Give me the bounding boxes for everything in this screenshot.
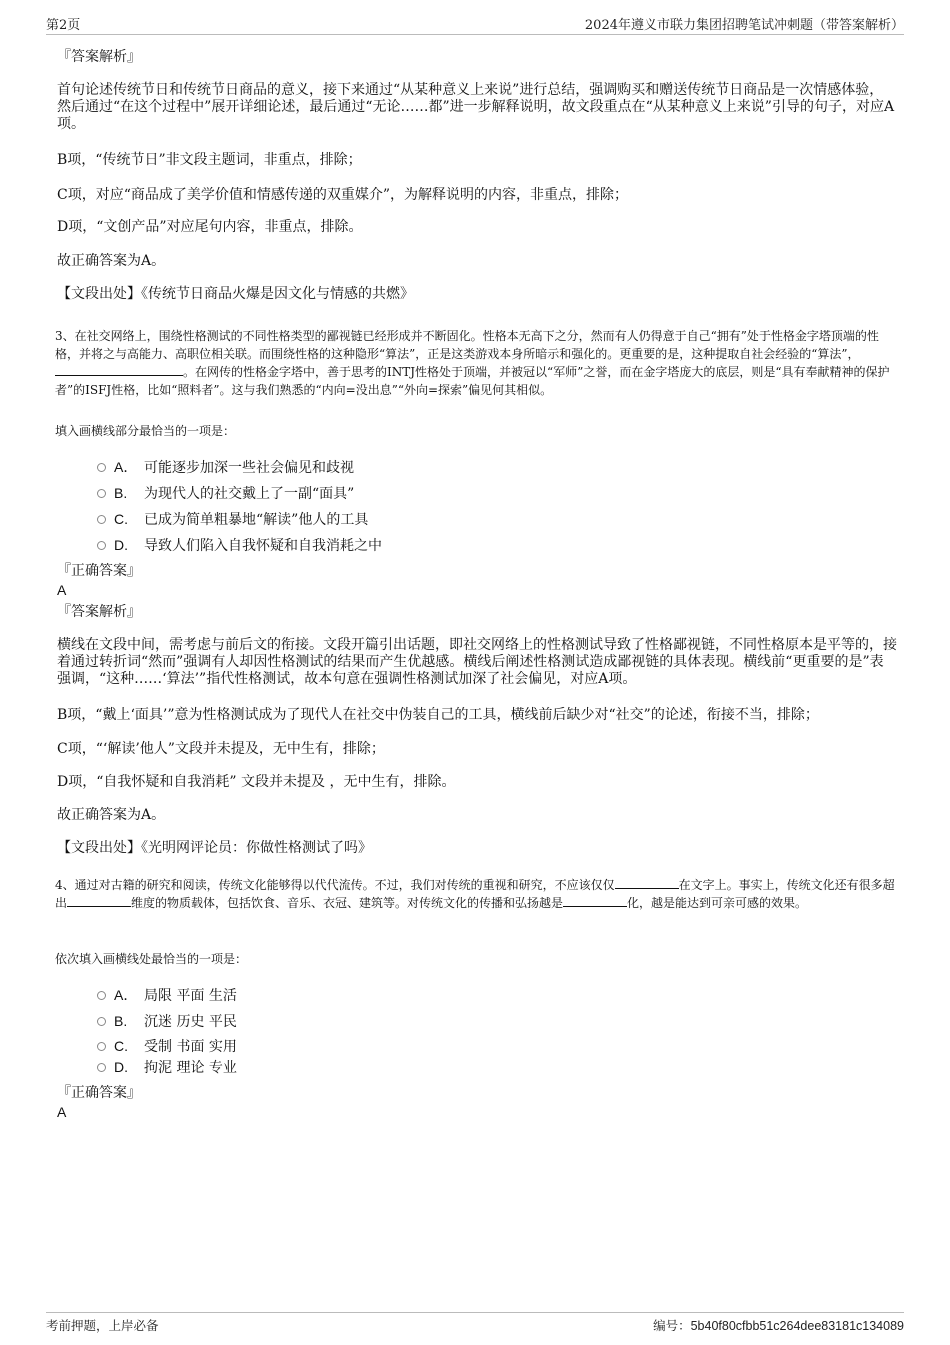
analysis-option-d: D项，“文创产品”对应尾句内容，非重点，排除。 [57,219,363,235]
option-a[interactable]: A． 可能逐步加深一些社会偏见和歧视 [97,458,354,477]
stem-text: 化，越是能达到可亲可感的效果。 [627,896,808,910]
document-title: 2024年遵义市联力集团招聘笔试冲刺题（带答案解析） [584,18,904,33]
document-code [653,1316,904,1334]
option-a[interactable]: A． 局限 平面 生活 [97,986,237,1005]
answer-value: A [57,1104,67,1120]
page-footer [46,1312,904,1337]
analysis-option-b: B项，“传统节日”非文段主题词，非重点，排除； [57,152,362,168]
conclusion: 故正确答案为A。 [57,253,166,269]
stem-text: 4、通过对古籍的研究和阅读，传统文化能够得以代代流传。不过，我们对传统的重视和研究，不应该仅仅 [55,878,615,892]
fill-blank [615,876,679,889]
radio-icon[interactable] [97,463,106,472]
radio-icon[interactable] [97,991,106,1000]
radio-icon[interactable] [97,541,106,550]
code-label: 编号： [653,1318,691,1333]
analysis-paragraph: 首句论述传统节日和传统节日商品的意义，接下来通过“从某种意义上来说”进行总结，强调购买和赠送传统节日商品是一次情感体验，然后通过“在这个过程中”展开详细论述，最后通过“无论……都”进一步解释说明，故文段重点在“从某种意义上来说”引导的句子，对应A项。 [57,82,895,132]
answer-value: A [57,582,67,598]
analysis-heading: 『答案解析』 [57,49,141,65]
fill-blank [563,894,627,907]
option-b[interactable]: B. 为现代人的社交戴上了一副“面具” [97,484,354,503]
analysis-option-c: C项，“‘解读’他人”文段并未提及，无中生有，排除； [57,741,385,757]
option-c[interactable]: C. 已成为简单粗暴地“解读”他人的工具 [97,510,368,529]
option-c[interactable]: C. 受制 书面 实用 [97,1037,237,1056]
conclusion: 故正确答案为A。 [57,807,166,823]
fill-blank [67,894,131,907]
radio-icon[interactable] [97,489,106,498]
analysis-option-c: C项，对应“商品成了美学价值和情感传递的双重媒介”，为解释说明的内容，非重点，排除； [57,187,629,203]
radio-icon[interactable] [97,1042,106,1051]
analysis-option-b: B项，“戴上‘面具’”意为性格测试成为了现代人在社交中伪装自己的工具，横线前后缺少对“社交”的论述，衔接不当，排除； [57,707,819,723]
fill-blank [55,363,183,376]
question-stem [55,327,897,399]
footer-slogan: 考前押题，上岸必备 [46,1318,159,1333]
radio-icon[interactable] [97,1017,106,1026]
radio-icon[interactable] [97,1063,106,1072]
option-d[interactable]: D. 拘泥 理论 专业 [97,1058,237,1077]
radio-icon[interactable] [97,515,106,524]
source: 【文段出处】《传统节日商品火爆是因文化与情感的共燃》 [57,286,414,302]
stem-text: 3、在社交网络上，围绕性格测试的不同性格类型的鄙视链已经形成并不断固化。性格本无高下之分，然而有人仍得意于自己“拥有”处于性格金字塔顶端的性格，并将之与高能力、高职位相关联。而围绕性格的这种隐形“算法”，正是这类游戏本身所暗示和强化的。更重要的是，这种提取自社会经验的“算法”， [55,329,879,361]
option-d[interactable]: D. 导致人们陷入自我怀疑和自我消耗之中 [97,536,382,555]
page-number: 第2页 [46,18,81,33]
analysis-paragraph: 横线在文段中间，需考虑与前后文的衔接。文段开篇引出话题，即社交网络上的性格测试导致了性格鄙视链，不同性格原本是平等的，接着通过转折词“然而”强调有人却因性格测试的结果而产生优越感。横线后阐述性格测试造成鄙视链的具体表现。横线前“更重要的是”表强调，“这种……‘算法’”指代性格测试，故本句意在强调性格测试加深了社会偏见，对应A项。 [57,637,897,687]
question-prompt: 填入画横线部分最恰当的一项是： [55,424,236,438]
question-prompt: 依次填入画横线处最恰当的一项是： [55,952,248,966]
code-value: 5b40f80cfbb51c264dee83181c134089 [690,1319,904,1333]
answer-heading: 『正确答案』 [57,563,141,579]
source: 【文段出处】《光明网评论员：你做性格测试了吗》 [57,840,372,856]
page-header [46,12,904,35]
question-stem [55,876,897,912]
stem-text: 在文字上。事实上，传统文化还有很多超出 [55,878,895,910]
answer-heading: 『正确答案』 [57,1085,141,1101]
stem-text: 维度的物质载体，包括饮食、音乐、衣冠、建筑等。对传统文化的传播和弘扬越是 [131,896,564,910]
analysis-option-d: D项，“自我怀疑和自我消耗” 文段并未提及 ，无中生有，排除。 [57,774,456,790]
analysis-heading: 『答案解析』 [57,604,141,620]
option-b[interactable]: B. 沉迷 历史 平民 [97,1012,237,1031]
stem-text: 。在网传的性格金字塔中，善于思考的INTJ性格处于顶端，并被冠以“军师”之誉，而在金字塔庞大的底层，则是“具有奉献精神的保护者”的ISFJ性格，比如“照料者”。这与我们熟悉的“内向=没出息”“外向=探索”偏见何其相似。 [55,365,890,397]
